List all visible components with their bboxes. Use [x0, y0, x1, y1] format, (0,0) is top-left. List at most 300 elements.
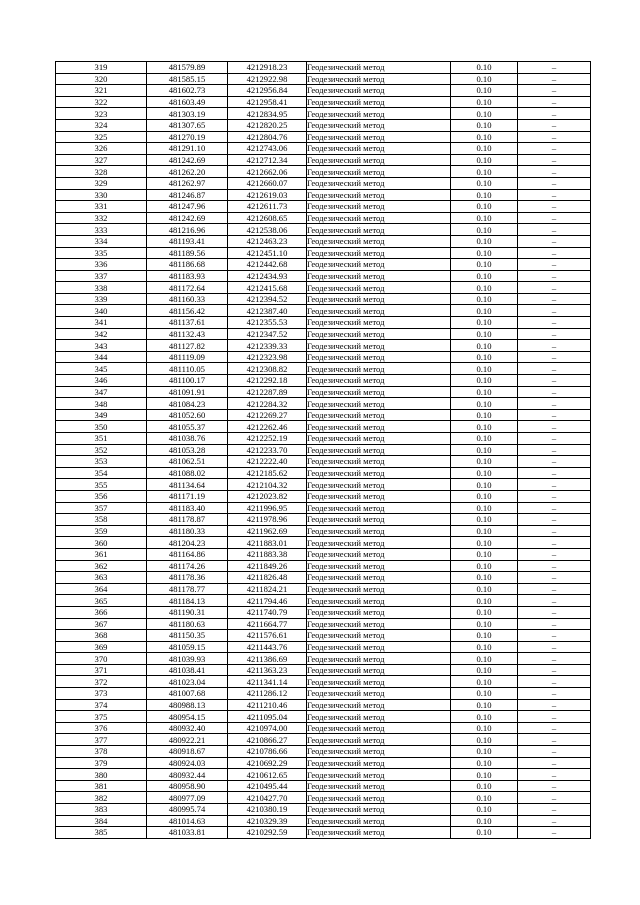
x-coordinate-cell: 481178.77	[147, 583, 228, 595]
method-cell: Геодезический метод	[307, 676, 451, 688]
method-cell: Геодезический метод	[307, 804, 451, 816]
table-row	[56, 595, 591, 607]
x-coordinate-cell: 480958.90	[147, 780, 228, 792]
table-row	[56, 664, 591, 676]
method-cell: Геодезический метод	[307, 606, 451, 618]
point-number-cell: 373	[56, 688, 147, 700]
y-coordinate-cell: 4211824.21	[228, 583, 307, 595]
note-cell: –	[518, 108, 591, 120]
method-cell: Геодезический метод	[307, 479, 451, 491]
x-coordinate-cell: 481119.09	[147, 351, 228, 363]
table-row	[56, 340, 591, 352]
point-number-cell: 339	[56, 293, 147, 305]
x-coordinate-cell: 481059.15	[147, 641, 228, 653]
y-coordinate-cell: 4211095.04	[228, 711, 307, 723]
accuracy-cell: 0.10	[451, 792, 518, 804]
y-coordinate-cell: 4211883.38	[228, 548, 307, 560]
note-cell: –	[518, 514, 591, 526]
y-coordinate-cell: 4212662.06	[228, 166, 307, 178]
point-number-cell: 365	[56, 595, 147, 607]
accuracy-cell: 0.10	[451, 653, 518, 665]
method-cell: Геодезический метод	[307, 444, 451, 456]
x-coordinate-cell: 480988.13	[147, 699, 228, 711]
table-row	[56, 143, 591, 155]
table-row	[56, 62, 591, 74]
x-coordinate-cell: 481180.63	[147, 618, 228, 630]
table-row	[56, 73, 591, 85]
y-coordinate-cell: 4212339.33	[228, 340, 307, 352]
point-number-cell: 326	[56, 143, 147, 155]
note-cell: –	[518, 293, 591, 305]
y-coordinate-cell: 4212611.73	[228, 201, 307, 213]
method-cell: Геодезический метод	[307, 409, 451, 421]
accuracy-cell: 0.10	[451, 583, 518, 595]
table-row	[56, 572, 591, 584]
x-coordinate-cell: 481160.33	[147, 293, 228, 305]
point-number-cell: 349	[56, 409, 147, 421]
method-cell: Геодезический метод	[307, 433, 451, 445]
x-coordinate-cell: 481062.51	[147, 456, 228, 468]
x-coordinate-cell: 481150.35	[147, 630, 228, 642]
x-coordinate-cell: 481262.97	[147, 177, 228, 189]
note-cell: –	[518, 537, 591, 549]
x-coordinate-cell: 481164.86	[147, 548, 228, 560]
point-number-cell: 362	[56, 560, 147, 572]
point-number-cell: 367	[56, 618, 147, 630]
method-cell: Геодезический метод	[307, 630, 451, 642]
note-cell: –	[518, 154, 591, 166]
accuracy-cell: 0.10	[451, 769, 518, 781]
method-cell: Геодезический метод	[307, 572, 451, 584]
table-row	[56, 305, 591, 317]
y-coordinate-cell: 4212820.25	[228, 119, 307, 131]
y-coordinate-cell: 4212262.46	[228, 421, 307, 433]
y-coordinate-cell: 4211996.95	[228, 502, 307, 514]
note-cell: –	[518, 606, 591, 618]
point-number-cell: 319	[56, 62, 147, 74]
note-cell: –	[518, 618, 591, 630]
y-coordinate-cell: 4210974.00	[228, 722, 307, 734]
method-cell: Геодезический метод	[307, 351, 451, 363]
y-coordinate-cell: 4212252.19	[228, 433, 307, 445]
note-cell: –	[518, 305, 591, 317]
method-cell: Геодезический метод	[307, 827, 451, 839]
point-number-cell: 380	[56, 769, 147, 781]
accuracy-cell: 0.10	[451, 270, 518, 282]
method-cell: Геодезический метод	[307, 259, 451, 271]
x-coordinate-cell: 481033.81	[147, 827, 228, 839]
method-cell: Геодезический метод	[307, 769, 451, 781]
point-number-cell: 371	[56, 664, 147, 676]
point-number-cell: 385	[56, 827, 147, 839]
accuracy-cell: 0.10	[451, 502, 518, 514]
method-cell: Геодезический метод	[307, 363, 451, 375]
table-row	[56, 444, 591, 456]
y-coordinate-cell: 4212185.62	[228, 467, 307, 479]
accuracy-cell: 0.10	[451, 688, 518, 700]
method-cell: Геодезический метод	[307, 595, 451, 607]
point-number-cell: 332	[56, 212, 147, 224]
method-cell: Геодезический метод	[307, 328, 451, 340]
method-cell: Геодезический метод	[307, 398, 451, 410]
table-row	[56, 177, 591, 189]
accuracy-cell: 0.10	[451, 595, 518, 607]
accuracy-cell: 0.10	[451, 537, 518, 549]
method-cell: Геодезический метод	[307, 560, 451, 572]
note-cell: –	[518, 85, 591, 97]
point-number-cell: 359	[56, 525, 147, 537]
method-cell: Геодезический метод	[307, 119, 451, 131]
accuracy-cell: 0.10	[451, 375, 518, 387]
note-cell: –	[518, 247, 591, 259]
note-cell: –	[518, 421, 591, 433]
point-number-cell: 321	[56, 85, 147, 97]
accuracy-cell: 0.10	[451, 340, 518, 352]
method-cell: Геодезический метод	[307, 166, 451, 178]
point-number-cell: 333	[56, 224, 147, 236]
y-coordinate-cell: 4212451.10	[228, 247, 307, 259]
x-coordinate-cell: 481184.13	[147, 595, 228, 607]
point-number-cell: 372	[56, 676, 147, 688]
accuracy-cell: 0.10	[451, 328, 518, 340]
x-coordinate-cell: 481088.02	[147, 467, 228, 479]
y-coordinate-cell: 4212269.27	[228, 409, 307, 421]
x-coordinate-cell: 481156.42	[147, 305, 228, 317]
point-number-cell: 384	[56, 815, 147, 827]
note-cell: –	[518, 259, 591, 271]
accuracy-cell: 0.10	[451, 479, 518, 491]
point-number-cell: 327	[56, 154, 147, 166]
y-coordinate-cell: 4211576.61	[228, 630, 307, 642]
note-cell: –	[518, 479, 591, 491]
note-cell: –	[518, 143, 591, 155]
accuracy-cell: 0.10	[451, 433, 518, 445]
note-cell: –	[518, 270, 591, 282]
method-cell: Геодезический метод	[307, 143, 451, 155]
x-coordinate-cell: 481602.73	[147, 85, 228, 97]
x-coordinate-cell: 481246.87	[147, 189, 228, 201]
x-coordinate-cell: 480932.40	[147, 722, 228, 734]
accuracy-cell: 0.10	[451, 444, 518, 456]
x-coordinate-cell: 481023.04	[147, 676, 228, 688]
point-number-cell: 356	[56, 490, 147, 502]
point-number-cell: 323	[56, 108, 147, 120]
point-number-cell: 360	[56, 537, 147, 549]
y-coordinate-cell: 4211883.01	[228, 537, 307, 549]
point-number-cell: 376	[56, 722, 147, 734]
accuracy-cell: 0.10	[451, 490, 518, 502]
point-number-cell: 350	[56, 421, 147, 433]
table-row	[56, 328, 591, 340]
method-cell: Геодезический метод	[307, 375, 451, 387]
method-cell: Геодезический метод	[307, 537, 451, 549]
table-row	[56, 653, 591, 665]
y-coordinate-cell: 4212538.06	[228, 224, 307, 236]
note-cell: –	[518, 722, 591, 734]
table-row	[56, 560, 591, 572]
y-coordinate-cell: 4211794.46	[228, 595, 307, 607]
point-number-cell: 374	[56, 699, 147, 711]
table-row	[56, 224, 591, 236]
note-cell: –	[518, 734, 591, 746]
accuracy-cell: 0.10	[451, 456, 518, 468]
point-number-cell: 366	[56, 606, 147, 618]
accuracy-cell: 0.10	[451, 235, 518, 247]
note-cell: –	[518, 328, 591, 340]
table-row	[56, 386, 591, 398]
note-cell: –	[518, 653, 591, 665]
accuracy-cell: 0.10	[451, 166, 518, 178]
accuracy-cell: 0.10	[451, 467, 518, 479]
point-number-cell: 345	[56, 363, 147, 375]
method-cell: Геодезический метод	[307, 317, 451, 329]
x-coordinate-cell: 481242.69	[147, 212, 228, 224]
accuracy-cell: 0.10	[451, 815, 518, 827]
note-cell: –	[518, 386, 591, 398]
x-coordinate-cell: 481193.41	[147, 235, 228, 247]
table-row	[56, 769, 591, 781]
point-number-cell: 343	[56, 340, 147, 352]
accuracy-cell: 0.10	[451, 96, 518, 108]
x-coordinate-cell: 481038.41	[147, 664, 228, 676]
y-coordinate-cell: 4212804.76	[228, 131, 307, 143]
method-cell: Геодезический метод	[307, 525, 451, 537]
table-row	[56, 711, 591, 723]
note-cell: –	[518, 375, 591, 387]
point-number-cell: 379	[56, 757, 147, 769]
y-coordinate-cell: 4212463.23	[228, 235, 307, 247]
y-coordinate-cell: 4210380.19	[228, 804, 307, 816]
table-row	[56, 699, 591, 711]
x-coordinate-cell: 481603.49	[147, 96, 228, 108]
x-coordinate-cell: 481204.23	[147, 537, 228, 549]
x-coordinate-cell: 481247.96	[147, 201, 228, 213]
table-row	[56, 259, 591, 271]
point-number-cell: 340	[56, 305, 147, 317]
accuracy-cell: 0.10	[451, 525, 518, 537]
accuracy-cell: 0.10	[451, 409, 518, 421]
x-coordinate-cell: 481055.37	[147, 421, 228, 433]
table-row	[56, 734, 591, 746]
point-number-cell: 324	[56, 119, 147, 131]
point-number-cell: 329	[56, 177, 147, 189]
table-row	[56, 583, 591, 595]
method-cell: Геодезический метод	[307, 247, 451, 259]
y-coordinate-cell: 4211664.77	[228, 618, 307, 630]
x-coordinate-cell: 481110.05	[147, 363, 228, 375]
x-coordinate-cell: 481174.26	[147, 560, 228, 572]
table-row	[56, 409, 591, 421]
method-cell: Геодезический метод	[307, 583, 451, 595]
note-cell: –	[518, 433, 591, 445]
table-row	[56, 166, 591, 178]
y-coordinate-cell: 4212743.06	[228, 143, 307, 155]
y-coordinate-cell: 4212323.98	[228, 351, 307, 363]
table-row	[56, 502, 591, 514]
accuracy-cell: 0.10	[451, 85, 518, 97]
point-number-cell: 325	[56, 131, 147, 143]
y-coordinate-cell: 4211210.46	[228, 699, 307, 711]
table-row	[56, 746, 591, 758]
method-cell: Геодезический метод	[307, 224, 451, 236]
point-number-cell: 382	[56, 792, 147, 804]
x-coordinate-cell: 481303.19	[147, 108, 228, 120]
point-number-cell: 320	[56, 73, 147, 85]
point-number-cell: 338	[56, 282, 147, 294]
note-cell: –	[518, 699, 591, 711]
accuracy-cell: 0.10	[451, 572, 518, 584]
x-coordinate-cell: 481007.68	[147, 688, 228, 700]
table-row	[56, 467, 591, 479]
y-coordinate-cell: 4210427.70	[228, 792, 307, 804]
note-cell: –	[518, 456, 591, 468]
note-cell: –	[518, 780, 591, 792]
y-coordinate-cell: 4212442.68	[228, 259, 307, 271]
note-cell: –	[518, 317, 591, 329]
accuracy-cell: 0.10	[451, 676, 518, 688]
accuracy-cell: 0.10	[451, 386, 518, 398]
point-number-cell: 364	[56, 583, 147, 595]
point-number-cell: 342	[56, 328, 147, 340]
note-cell: –	[518, 224, 591, 236]
accuracy-cell: 0.10	[451, 711, 518, 723]
x-coordinate-cell: 480932.44	[147, 769, 228, 781]
x-coordinate-cell: 481039.93	[147, 653, 228, 665]
method-cell: Геодезический метод	[307, 73, 451, 85]
accuracy-cell: 0.10	[451, 398, 518, 410]
y-coordinate-cell: 4212308.82	[228, 363, 307, 375]
accuracy-cell: 0.10	[451, 560, 518, 572]
note-cell: –	[518, 746, 591, 758]
method-cell: Геодезический метод	[307, 85, 451, 97]
accuracy-cell: 0.10	[451, 143, 518, 155]
accuracy-cell: 0.10	[451, 119, 518, 131]
method-cell: Геодезический метод	[307, 722, 451, 734]
note-cell: –	[518, 815, 591, 827]
method-cell: Геодезический метод	[307, 177, 451, 189]
table-row	[56, 119, 591, 131]
point-number-cell: 334	[56, 235, 147, 247]
method-cell: Геодезический метод	[307, 815, 451, 827]
note-cell: –	[518, 548, 591, 560]
accuracy-cell: 0.10	[451, 363, 518, 375]
point-number-cell: 344	[56, 351, 147, 363]
table-row	[56, 398, 591, 410]
note-cell: –	[518, 757, 591, 769]
accuracy-cell: 0.10	[451, 746, 518, 758]
method-cell: Геодезический метод	[307, 293, 451, 305]
y-coordinate-cell: 4212415.68	[228, 282, 307, 294]
coordinates-table-body	[56, 62, 591, 839]
y-coordinate-cell: 4210692.29	[228, 757, 307, 769]
table-row	[56, 827, 591, 839]
accuracy-cell: 0.10	[451, 641, 518, 653]
table-row	[56, 375, 591, 387]
method-cell: Геодезический метод	[307, 757, 451, 769]
accuracy-cell: 0.10	[451, 131, 518, 143]
accuracy-cell: 0.10	[451, 317, 518, 329]
y-coordinate-cell: 4212355.53	[228, 317, 307, 329]
y-coordinate-cell: 4212222.40	[228, 456, 307, 468]
accuracy-cell: 0.10	[451, 305, 518, 317]
table-row	[56, 780, 591, 792]
y-coordinate-cell: 4212918.23	[228, 62, 307, 74]
table-row	[56, 270, 591, 282]
method-cell: Геодезический метод	[307, 62, 451, 74]
table-row	[56, 189, 591, 201]
x-coordinate-cell: 481190.31	[147, 606, 228, 618]
point-number-cell: 358	[56, 514, 147, 526]
y-coordinate-cell: 4210866.27	[228, 734, 307, 746]
table-row	[56, 757, 591, 769]
accuracy-cell: 0.10	[451, 780, 518, 792]
x-coordinate-cell: 480918.67	[147, 746, 228, 758]
method-cell: Геодезический метод	[307, 490, 451, 502]
point-number-cell: 347	[56, 386, 147, 398]
method-cell: Геодезический метод	[307, 282, 451, 294]
note-cell: –	[518, 166, 591, 178]
note-cell: –	[518, 525, 591, 537]
point-number-cell: 354	[56, 467, 147, 479]
point-number-cell: 328	[56, 166, 147, 178]
table-row	[56, 490, 591, 502]
x-coordinate-cell: 481053.28	[147, 444, 228, 456]
table-row	[56, 433, 591, 445]
y-coordinate-cell: 4212434.93	[228, 270, 307, 282]
method-cell: Геодезический метод	[307, 131, 451, 143]
x-coordinate-cell: 481014.63	[147, 815, 228, 827]
note-cell: –	[518, 340, 591, 352]
y-coordinate-cell: 4210495.44	[228, 780, 307, 792]
accuracy-cell: 0.10	[451, 548, 518, 560]
accuracy-cell: 0.10	[451, 154, 518, 166]
accuracy-cell: 0.10	[451, 664, 518, 676]
y-coordinate-cell: 4212284.32	[228, 398, 307, 410]
x-coordinate-cell: 481178.87	[147, 514, 228, 526]
method-cell: Геодезический метод	[307, 502, 451, 514]
note-cell: –	[518, 212, 591, 224]
method-cell: Геодезический метод	[307, 780, 451, 792]
x-coordinate-cell: 481132.43	[147, 328, 228, 340]
x-coordinate-cell: 481242.69	[147, 154, 228, 166]
y-coordinate-cell: 4210786.66	[228, 746, 307, 758]
point-number-cell: 346	[56, 375, 147, 387]
table-row	[56, 212, 591, 224]
y-coordinate-cell: 4211849.26	[228, 560, 307, 572]
x-coordinate-cell: 481127.82	[147, 340, 228, 352]
y-coordinate-cell: 4212619.03	[228, 189, 307, 201]
note-cell: –	[518, 467, 591, 479]
x-coordinate-cell: 480922.21	[147, 734, 228, 746]
table-row	[56, 722, 591, 734]
y-coordinate-cell: 4210612.65	[228, 769, 307, 781]
point-number-cell: 368	[56, 630, 147, 642]
y-coordinate-cell: 4211363.23	[228, 664, 307, 676]
accuracy-cell: 0.10	[451, 189, 518, 201]
x-coordinate-cell: 481137.61	[147, 317, 228, 329]
method-cell: Геодезический метод	[307, 340, 451, 352]
x-coordinate-cell: 481178.36	[147, 572, 228, 584]
x-coordinate-cell: 481189.56	[147, 247, 228, 259]
accuracy-cell: 0.10	[451, 62, 518, 74]
method-cell: Геодезический метод	[307, 618, 451, 630]
note-cell: –	[518, 769, 591, 781]
table-row	[56, 548, 591, 560]
x-coordinate-cell: 481307.65	[147, 119, 228, 131]
accuracy-cell: 0.10	[451, 630, 518, 642]
y-coordinate-cell: 4211740.79	[228, 606, 307, 618]
x-coordinate-cell: 481134.64	[147, 479, 228, 491]
